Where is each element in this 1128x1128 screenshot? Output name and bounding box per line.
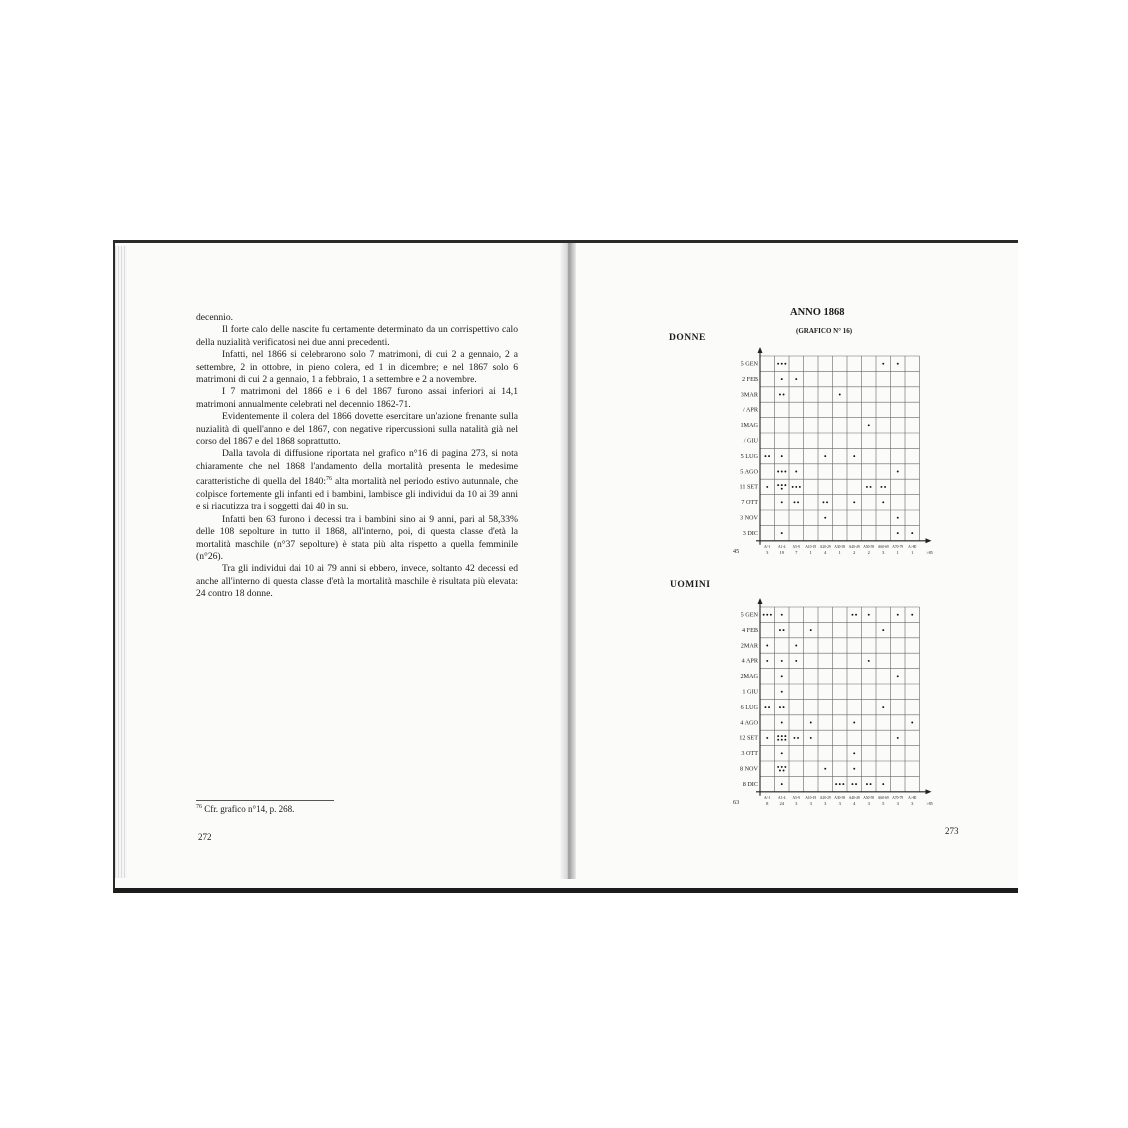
death-dot bbox=[781, 501, 783, 503]
death-dot bbox=[870, 783, 872, 785]
column-header: A/-1 bbox=[763, 795, 771, 800]
death-dot bbox=[784, 484, 786, 486]
column-count: 3 bbox=[882, 549, 885, 555]
row-label: 8 DIC bbox=[742, 780, 758, 788]
death-dot bbox=[763, 614, 765, 616]
death-dot bbox=[781, 455, 783, 457]
y-axis-arrow bbox=[758, 598, 763, 604]
death-dot bbox=[781, 675, 783, 677]
death-dot bbox=[794, 501, 796, 503]
column-header: A1-4 bbox=[778, 795, 786, 800]
death-dot bbox=[795, 486, 797, 488]
column-count: 19 bbox=[779, 549, 784, 555]
death-dot bbox=[839, 394, 841, 396]
column-header: A/-1 bbox=[763, 544, 771, 549]
y-axis-arrow bbox=[758, 347, 763, 353]
death-dot bbox=[779, 629, 781, 631]
death-dot bbox=[853, 501, 855, 503]
death-dot bbox=[866, 486, 868, 488]
column-header: A20-29 bbox=[819, 795, 831, 800]
row-label: 12 SET bbox=[739, 734, 758, 742]
row-label: 1MAG bbox=[740, 422, 758, 430]
death-dot bbox=[781, 766, 783, 768]
death-dot bbox=[766, 737, 768, 739]
column-header: A70-79 bbox=[892, 544, 904, 549]
row-label: 4 APR bbox=[741, 657, 758, 665]
page-number-right: 273 bbox=[945, 826, 959, 836]
death-dot bbox=[777, 766, 779, 768]
section-label-uomini: UOMINI bbox=[670, 580, 711, 590]
death-dot bbox=[795, 378, 797, 380]
row-label: 3 OTT bbox=[741, 750, 758, 758]
column-count: 3 bbox=[795, 800, 798, 806]
column-count: 2 bbox=[867, 549, 870, 555]
column-header: A30-39 bbox=[834, 544, 846, 549]
death-dot bbox=[868, 614, 870, 616]
death-dot bbox=[797, 737, 799, 739]
death-dot bbox=[911, 532, 913, 534]
row-label: 3MAR bbox=[740, 391, 758, 399]
death-dot bbox=[779, 770, 781, 772]
death-dot bbox=[781, 484, 783, 486]
row-label: 7 OTT bbox=[741, 499, 758, 507]
column-count: 24 bbox=[779, 800, 784, 806]
death-dot bbox=[783, 706, 785, 708]
death-dot bbox=[765, 706, 767, 708]
death-dot bbox=[842, 783, 844, 785]
column-header: A40-49 bbox=[848, 544, 860, 549]
death-dot bbox=[768, 455, 770, 457]
death-dot bbox=[853, 455, 855, 457]
paragraph: Dalla tavola di diffusione riportata nel grafico n°16 di pagina 273, si nota chiaramente che nel 1868 l'andamento della mortalità presenta le medesime caratteristiche di quella del 1840:$^{76}$ alta mortalità nel periodo estivo autunnale, che colpisce fortemente gli infanti ed i bambini, lambisce gli individui da 10 ai 39 anni e si riacutizza tra i soggetti dai 40 in su. bbox=[196, 448, 518, 513]
column-count: 3 bbox=[911, 800, 914, 806]
death-dot bbox=[855, 783, 857, 785]
row-label: 5 AGO bbox=[740, 468, 758, 476]
row-label: 2MAG bbox=[740, 673, 758, 681]
death-dot bbox=[784, 735, 786, 737]
death-dot bbox=[792, 486, 794, 488]
death-dot bbox=[781, 471, 783, 473]
death-dot bbox=[882, 363, 884, 365]
death-dot bbox=[853, 752, 855, 754]
death-dot bbox=[882, 783, 884, 785]
column-count: 3 bbox=[867, 800, 870, 806]
column-header: A>80 bbox=[908, 544, 917, 549]
column-header: A60-69 bbox=[877, 544, 889, 549]
death-dot bbox=[881, 486, 883, 488]
death-dot bbox=[777, 739, 779, 741]
death-dot bbox=[784, 363, 786, 365]
death-dot bbox=[835, 783, 837, 785]
row-label: 5 GEN bbox=[740, 611, 758, 619]
death-dot bbox=[897, 614, 899, 616]
row-label: 11 SET bbox=[739, 483, 758, 491]
death-dot bbox=[781, 783, 783, 785]
column-count: 4 bbox=[824, 549, 827, 555]
death-dot bbox=[882, 629, 884, 631]
column-header: A20-29 bbox=[819, 544, 831, 549]
row-label: 3 DIC bbox=[742, 529, 758, 537]
death-dot bbox=[810, 722, 812, 724]
death-dot bbox=[897, 517, 899, 519]
death-dot bbox=[781, 614, 783, 616]
row-label: 5 LUG bbox=[740, 452, 758, 460]
death-dot bbox=[884, 486, 886, 488]
paragraph: I 7 matrimoni del 1866 e i 6 del 1867 furono assai inferiori ai 14,1 matrimoni annualmente celebrati nel decennio 1862-71. bbox=[196, 386, 518, 410]
column-count: 1 bbox=[838, 549, 841, 555]
death-dot bbox=[810, 737, 812, 739]
column-header: A5-9 bbox=[792, 795, 800, 800]
death-dot bbox=[795, 660, 797, 662]
death-dot bbox=[853, 768, 855, 770]
column-header: A50-59 bbox=[863, 795, 875, 800]
column-header: A60-69 bbox=[877, 795, 889, 800]
column-count: 5 bbox=[882, 800, 885, 806]
row-label: / APR bbox=[743, 406, 758, 414]
column-count: 4 bbox=[853, 800, 856, 806]
paragraph: Infatti ben 63 furono i decessi tra i bambini sino ai 9 anni, pari al 58,33% delle 108 sepolture in tutto il 1868, all'interno, poi, di questa classe d'età la mortalità maschile (n°37 sepolture) è stata più alta rispetto a quella femminile (n°26). bbox=[196, 513, 518, 562]
death-dot bbox=[897, 737, 899, 739]
column-count: 7 bbox=[795, 549, 798, 555]
footnote-text: Cfr. grafico n°14, p. 268. bbox=[202, 804, 295, 814]
section-label-donne: DONNE bbox=[669, 333, 706, 343]
death-dot bbox=[781, 363, 783, 365]
death-dot bbox=[897, 675, 899, 677]
death-dot bbox=[897, 532, 899, 534]
column-header: A70-79 bbox=[892, 795, 904, 800]
death-dot bbox=[765, 455, 767, 457]
uomini-chart bbox=[725, 597, 935, 819]
row-label: 1 GIU bbox=[742, 688, 758, 696]
death-dot bbox=[823, 501, 825, 503]
death-dot bbox=[824, 517, 826, 519]
row-label: 4 FEB bbox=[742, 626, 758, 634]
total-label: 45 bbox=[733, 547, 740, 555]
death-dot bbox=[853, 722, 855, 724]
column-count: 3 bbox=[838, 800, 841, 806]
death-dot bbox=[868, 660, 870, 662]
x-axis-arrow bbox=[926, 789, 932, 794]
death-dot bbox=[781, 488, 783, 490]
row-label: / GIU bbox=[743, 437, 758, 445]
death-dot bbox=[897, 363, 899, 365]
death-dot bbox=[779, 394, 781, 396]
column-header: A50-59 bbox=[863, 544, 875, 549]
death-dot bbox=[777, 735, 779, 737]
column-count: 3 bbox=[766, 549, 769, 555]
row-label: 5 GEN bbox=[740, 360, 758, 368]
death-dot bbox=[810, 629, 812, 631]
death-dot bbox=[824, 768, 826, 770]
row-label: 6 LUG bbox=[740, 703, 758, 711]
chart-subtitle: (GRAFICO N° 16) bbox=[796, 327, 853, 335]
death-dot bbox=[781, 739, 783, 741]
column-header: A>80 bbox=[908, 795, 917, 800]
death-dot bbox=[795, 471, 797, 473]
death-dot bbox=[897, 471, 899, 473]
death-dot bbox=[866, 783, 868, 785]
death-dot bbox=[777, 471, 779, 473]
death-dot bbox=[781, 752, 783, 754]
corner-label: >85 bbox=[926, 800, 933, 806]
column-header: A10-19 bbox=[805, 795, 817, 800]
death-dot bbox=[766, 614, 768, 616]
column-header: A1-4 bbox=[778, 544, 786, 549]
death-dot bbox=[768, 706, 770, 708]
death-dot bbox=[781, 378, 783, 380]
death-dot bbox=[781, 722, 783, 724]
column-header: A30-39 bbox=[834, 795, 846, 800]
death-dot bbox=[795, 645, 797, 647]
death-dot bbox=[779, 706, 781, 708]
death-dot bbox=[781, 532, 783, 534]
footnote-ref: 76 bbox=[326, 476, 333, 483]
death-dot bbox=[783, 629, 785, 631]
death-dot bbox=[794, 737, 796, 739]
paragraph: Il forte calo delle nascite fu certamente determinato da un corrispettivo calo della nuzialità verificatosi nei due anni precedenti. bbox=[196, 324, 518, 348]
footnote bbox=[196, 804, 294, 814]
chart-title: ANNO 1868 bbox=[790, 307, 845, 318]
death-dot bbox=[766, 660, 768, 662]
paragraph: Tra gli individui dai 10 ai 79 anni si ebbero, invece, soltanto 42 decessi ed anche all'interno di questa classe d'età la mortalità maschile è risultata più elevata: 24 contro 18 donne. bbox=[196, 563, 518, 600]
death-dot bbox=[870, 486, 872, 488]
death-dot bbox=[839, 783, 841, 785]
death-dot bbox=[784, 766, 786, 768]
row-label: 3 NOV bbox=[739, 514, 758, 522]
book-gutter bbox=[560, 243, 576, 879]
death-dot bbox=[911, 722, 913, 724]
death-dot bbox=[784, 739, 786, 741]
x-axis-arrow bbox=[926, 538, 932, 543]
column-count: 2 bbox=[853, 549, 856, 555]
column-count: 1 bbox=[809, 549, 812, 555]
death-dot bbox=[855, 614, 857, 616]
paragraph: decennio. bbox=[196, 312, 234, 323]
row-label: 8 NOV bbox=[739, 765, 758, 773]
death-dot bbox=[852, 614, 854, 616]
column-count: 3 bbox=[896, 800, 899, 806]
death-dot bbox=[783, 770, 785, 772]
death-dot bbox=[766, 486, 768, 488]
death-dot bbox=[781, 691, 783, 693]
death-dot bbox=[770, 614, 772, 616]
column-header: A10-19 bbox=[805, 544, 817, 549]
row-label: 4 AGO bbox=[740, 719, 758, 727]
column-count: 3 bbox=[809, 800, 812, 806]
column-count: 3 bbox=[824, 800, 827, 806]
page-number-left: 272 bbox=[198, 832, 212, 842]
row-label: 2MAR bbox=[740, 642, 758, 650]
death-dot bbox=[824, 455, 826, 457]
death-dot bbox=[766, 645, 768, 647]
death-dot bbox=[911, 614, 913, 616]
corner-label: >85 bbox=[926, 549, 933, 555]
death-dot bbox=[777, 484, 779, 486]
death-dot bbox=[797, 501, 799, 503]
total-label: 63 bbox=[733, 798, 740, 806]
column-count: 8 bbox=[766, 800, 769, 806]
footnote-number: 76 bbox=[196, 804, 202, 810]
death-dot bbox=[826, 501, 828, 503]
page-edges bbox=[115, 246, 127, 878]
column-count: 1 bbox=[896, 549, 899, 555]
left-page-body bbox=[196, 312, 518, 601]
footnote-rule bbox=[196, 800, 334, 801]
death-dot bbox=[777, 363, 779, 365]
death-dot bbox=[784, 471, 786, 473]
paragraph: Evidentemente il colera del 1866 dovette esercitare un'azione frenante sulla nuzialità di quell'anno e del 1867, con negative ripercussioni sulla natalità già nel corso del 1867 e del 1868 soprattutto. bbox=[196, 411, 518, 448]
column-count: 1 bbox=[911, 549, 914, 555]
death-dot bbox=[852, 783, 854, 785]
column-header: A40-49 bbox=[848, 795, 860, 800]
death-dot bbox=[882, 706, 884, 708]
donne-chart bbox=[725, 346, 935, 568]
death-dot bbox=[783, 394, 785, 396]
death-dot bbox=[781, 660, 783, 662]
death-dot bbox=[799, 486, 801, 488]
row-label: 2 FEB bbox=[742, 375, 758, 383]
paragraph: Infatti, nel 1866 si celebrarono solo 7 matrimoni, di cui 2 a gennaio, 2 a settembre, 2 in ottobre, in pieno colera, ed 1 in dicembre; e nel 1867 solo 6 matrimoni di cui 2 a gennaio, 1 a febbraio, 1 a settembre e 2 a novembre. bbox=[196, 349, 518, 386]
column-header: A5-9 bbox=[792, 544, 800, 549]
death-dot bbox=[868, 424, 870, 426]
death-dot bbox=[781, 735, 783, 737]
death-dot bbox=[882, 501, 884, 503]
